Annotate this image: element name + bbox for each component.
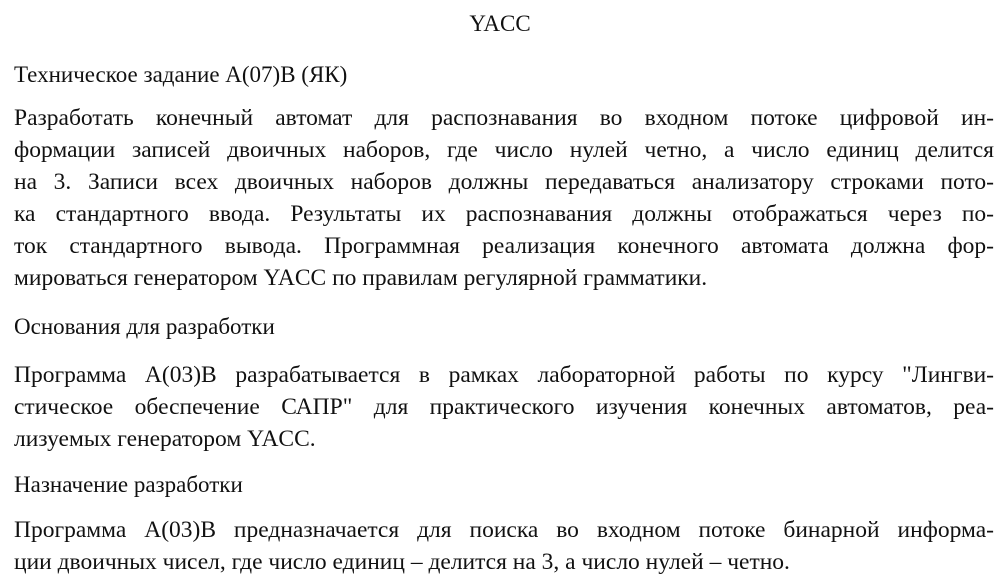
section-heading-grounds: Основания для разработки [14,314,275,339]
paragraph-line: мироваться генератором YACC по правилам регулярной грамматики. [14,265,708,291]
paragraph-grounds [14,359,994,455]
paragraph-line: стическое обеспечение САПР" для практического изучения конечных автоматов, реа- [14,394,994,420]
paragraph-line: Программа А(03)В предназначается для поиска во входном потоке бинарной информа- [14,517,994,543]
paragraph-line: лизуемых генератором YACC. [14,426,316,452]
paragraph-line: формации записей двоичных наборов, где число нулей четно, а число единиц делится [14,137,994,163]
section-heading-technical-task: Техническое задание А(07)В (ЯК) [14,62,348,87]
paragraph-technical-task [14,102,994,294]
section-heading-purpose: Назначение разработки [14,472,243,497]
paragraph-line: ции двоичных чисел, где число единиц – делится на 3, а число нулей – четно. [14,549,790,575]
paragraph-line: Разработать конечный автомат для распознавания во входном потоке цифровой ин- [14,105,994,131]
document-title: YACC [469,11,531,36]
paragraph-line: ка стандартного ввода. Результаты их распознавания должны отображаться через по- [14,201,994,227]
paragraph-purpose [14,514,994,578]
paragraph-line: на 3. Записи всех двоичных наборов должны передаваться анализатору строками пото- [14,169,994,195]
paragraph-line: Программа А(03)В разрабатывается в рамках лабораторной работы по курсу "Лингви- [14,362,994,388]
paragraph-line: ток стандартного вывода. Программная реализация конечного автомата должна фор- [14,233,994,259]
